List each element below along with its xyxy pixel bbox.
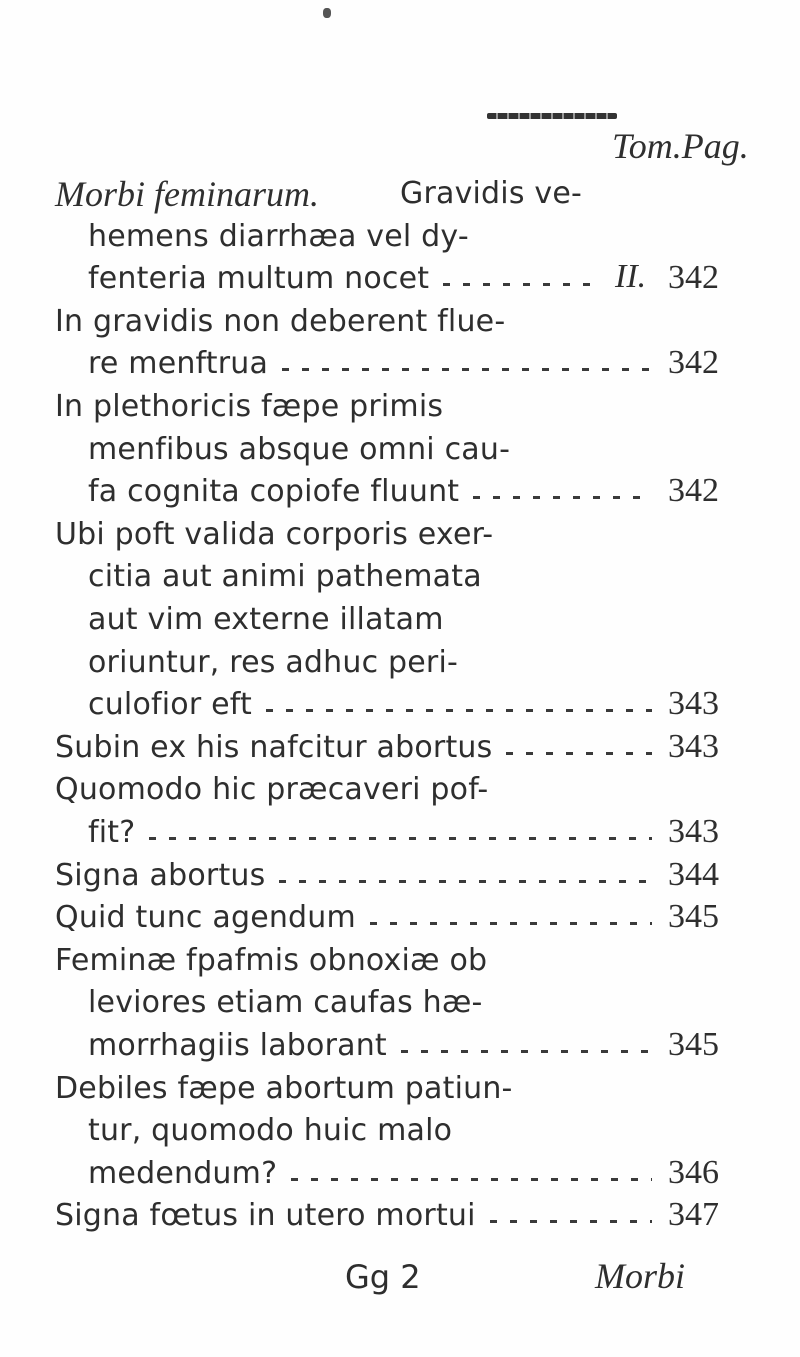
index-entry-line: culofior eft — [88, 687, 252, 723]
index-entry-line: Gravidis ve- — [400, 176, 583, 211]
ink-speck — [323, 8, 331, 18]
column-title: Tom.Pag. — [612, 126, 749, 166]
dot-leader — [443, 283, 603, 286]
dot-leader — [401, 1050, 652, 1053]
dot-leader — [506, 752, 652, 755]
index-lemma: Morbi feminarum. — [55, 174, 319, 214]
index-entry-line: menfibus absque omni cau- — [88, 431, 511, 467]
index-entry-line: Ubi poft valida corporis exer- — [55, 516, 494, 552]
index-entry-line: tur, quomodo huic malo — [88, 1113, 453, 1149]
index-entry-line: Debiles fæpe abortum patiun- — [55, 1070, 513, 1106]
page-ref: 342 — [668, 472, 719, 510]
dot-leader — [473, 496, 652, 499]
page-ref: 343 — [668, 727, 719, 765]
index-entry-line: Quomodo hic præcaveri pof- — [55, 772, 489, 808]
index-entry-line: fa cognita copiofe fluunt — [88, 474, 460, 510]
index-entry-line: re menftrua — [88, 346, 269, 382]
signature-mark: Gg 2 — [345, 1258, 421, 1296]
page-ref: 345 — [668, 898, 719, 936]
page-ref: 347 — [668, 1196, 719, 1234]
catchword: Morbi — [595, 1256, 685, 1296]
dot-leader — [266, 709, 652, 712]
index-entry-line: In gravidis non deberent flue- — [55, 303, 506, 339]
page-ref: 346 — [668, 1153, 719, 1191]
page-ref: 345 — [668, 1026, 719, 1063]
page-ref: 342 — [668, 344, 719, 382]
dot-leader — [279, 880, 652, 883]
index-entry-line: Signa fœtus in utero mortui — [55, 1198, 476, 1234]
dot-leader — [291, 1178, 652, 1181]
dot-leader — [149, 837, 652, 840]
dot-leader — [490, 1220, 652, 1223]
volume-ref: II. — [615, 258, 647, 296]
index-entry-line: fit? — [88, 815, 136, 850]
index-entry-line: Subin ex his nafcitur abortus — [55, 729, 493, 765]
index-entry-line: morrhagiis laborant — [88, 1028, 387, 1063]
index-entry-line: citia aut animi pathemata — [88, 559, 482, 595]
header-rule — [487, 113, 617, 119]
index-entry-line: aut vim externe illatam — [88, 602, 444, 637]
dot-leader — [370, 922, 652, 925]
index-entry-line: leviores etiam caufas hæ- — [88, 985, 483, 1021]
index-entry-line: In plethoricis fæpe primis — [55, 389, 444, 424]
index-entry-line: medendum? — [88, 1155, 278, 1191]
page-ref: 343 — [668, 813, 719, 850]
page-ref: 344 — [668, 855, 719, 893]
dot-leader — [282, 368, 652, 371]
page-ref: 342 — [668, 259, 719, 297]
index-entry-line: Signa abortus — [55, 857, 266, 893]
index-entry-line: Quid tunc agendum — [55, 900, 356, 936]
page-ref: 343 — [668, 685, 719, 723]
index-entry-line: hemens diarrhæa vel dy- — [88, 218, 469, 254]
index-entry-line: Feminæ fpafmis obnoxiæ ob — [55, 942, 488, 978]
index-entry-line: fenteria multum nocet — [88, 261, 430, 297]
index-entry-line: oriuntur, res adhuc peri- — [88, 644, 459, 680]
